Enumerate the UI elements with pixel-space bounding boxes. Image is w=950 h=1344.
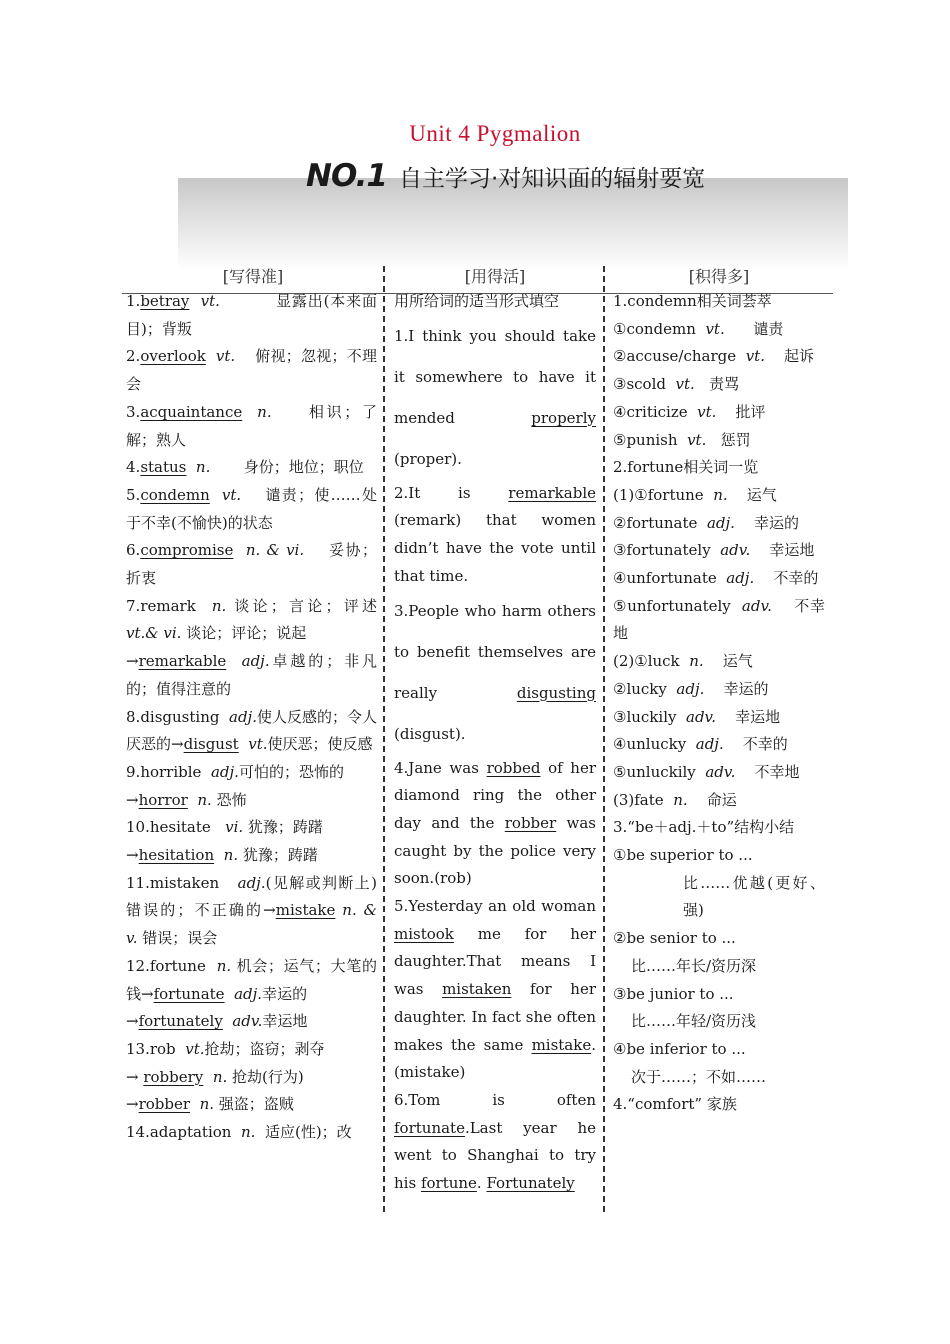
- list-item: (2)①luck n. 运气: [613, 652, 753, 671]
- list-item: ②lucky adj. 幸运的: [613, 679, 769, 698]
- write-column: [126, 288, 377, 1147]
- answer: remarkable: [508, 483, 596, 502]
- section-title: 自主学习·对知识面的辐射要宽: [398, 166, 706, 192]
- list-item: ④unfortunate adj. 不幸的: [613, 569, 819, 588]
- answer: fortunate: [394, 1118, 465, 1137]
- accumulate-column: [613, 288, 825, 1119]
- list-item: 10.hesitate vi. 犹豫；踌躇 →hesitation n. 犹豫；踌躇: [126, 818, 323, 865]
- list-item: 1.betray vt. 显露出(本来面目)；背叛: [126, 292, 377, 338]
- list-item: ⑤punish vt. 惩罚: [613, 430, 751, 449]
- list-item: (1)①fortune n. 运气: [613, 485, 777, 504]
- answer: disgusting: [516, 683, 596, 702]
- list-item: ③fortunately adv. 幸运地: [613, 541, 815, 560]
- column-divider: [383, 266, 385, 1212]
- list-item: 比……优越(更好、强): [683, 873, 825, 920]
- column-header-write: [写得准]: [222, 267, 284, 286]
- group-heading: 2.fortune相关词一览: [613, 458, 759, 477]
- list-item: ⑤unfortunately adv. 不幸地: [613, 596, 825, 643]
- list-item: (3)fate n. 命运: [613, 790, 737, 809]
- list-item: 8.disgusting adj.使人反感的；令人厌恶的→disgust vt.使厌恶；使反感: [126, 707, 377, 754]
- list-item: ①condemn vt. 谴责: [613, 319, 784, 338]
- list-item: ④be inferior to ...: [613, 1039, 746, 1058]
- answer: robbed: [486, 758, 541, 777]
- use-column: [394, 288, 596, 1198]
- exercise-sentence: 1.I think you should take it somewhere to have it mended properly (proper).: [394, 326, 596, 468]
- answer: robber: [504, 813, 557, 832]
- list-item: 2.overlook vt. 俯视；忽视；不理会: [126, 347, 377, 394]
- list-item: 5.condemn vt. 谴责；使……处于不幸(不愉快)的状态: [126, 485, 377, 532]
- list-item: 13.rob vt.抢劫；盗窃；剥夺 → robbery n. 抢劫(行为) →robber n. 强盗；盗贼: [126, 1039, 325, 1114]
- answer: mistaken: [442, 980, 512, 999]
- group-heading: 1.condemn相关词荟萃: [613, 292, 772, 310]
- list-item: 4.status n. 身份；地位；职位: [126, 458, 364, 477]
- unit-title: Unit 4 Pygmalion: [409, 121, 581, 146]
- list-item: ④unlucky adj. 不幸的: [613, 735, 788, 754]
- exercise-sentence: 4.Jane was robbed of her diamond ring the other day and the robber was caught by the police very soon.(rob): [394, 758, 597, 888]
- answer: mistake: [531, 1035, 592, 1054]
- list-item: 14.adaptation n. 适应(性)；改: [126, 1123, 352, 1142]
- list-item: 12.fortune n. 机会；运气；大笔的钱→fortunate adj.幸运的 →fortunately adv.幸运地: [126, 956, 377, 1031]
- list-item: ③scold vt. 责骂: [613, 375, 740, 394]
- list-item: 次于……；不如……: [631, 1067, 767, 1086]
- exercise-sentence: 3.People who harm others to benefit themselves are really disgusting (disgust).: [394, 601, 596, 743]
- list-item: 9.horrible adj.可怕的；恐怖的 →horror n. 恐怖: [126, 762, 344, 809]
- answer: properly: [531, 408, 596, 427]
- exercise-sentence: 2.It is remarkable (remark) that women didn’t have the vote until that time.: [394, 483, 596, 585]
- list-item: ①be superior to ...: [613, 846, 753, 865]
- list-item: 3.acquaintance n. 相识；了解；熟人: [126, 402, 377, 449]
- column-header-accumulate: [积得多]: [688, 267, 750, 286]
- list-item: ⑤unluckily adv. 不幸地: [613, 762, 800, 781]
- section-heading: [306, 158, 705, 194]
- instruction: 用所给词的适当形式填空: [394, 292, 560, 310]
- section-number: NO.1: [306, 158, 387, 194]
- answer: Fortunately: [486, 1174, 575, 1193]
- list-item: ②be senior to ...: [613, 929, 736, 948]
- list-item: ③be junior to ...: [613, 984, 734, 1003]
- answer: fortune: [420, 1174, 477, 1193]
- list-item: ③luckily adv. 幸运地: [613, 707, 781, 726]
- column-divider: [603, 266, 605, 1212]
- list-item: ②accuse/charge vt. 起诉: [613, 347, 815, 366]
- group-heading: 4.“comfort” 家族: [613, 1095, 737, 1114]
- exercise-sentence: 5.Yesterday an old woman mistook me for her daughter.That means I was mistaken for her daughter. In fact she often makes the same mistake.(mistake): [394, 897, 597, 1082]
- list-item: ④criticize vt. 批评: [613, 402, 766, 421]
- group-heading: 3.“be＋adj.＋to”结构小结: [613, 818, 795, 837]
- list-item: 7.remark n. 谈论；言论；评述 vt.& vi. 谈论；评论；说起 →remarkable adj.卓越的；非凡的；值得注意的: [126, 596, 377, 698]
- exercise-sentence: 6.Tom is often fortunate.Last year he went to Shanghai to try his fortune. Fortunately: [394, 1090, 596, 1193]
- answer: mistook: [394, 924, 454, 943]
- list-item: 比……年轻/资历浅: [631, 1012, 757, 1031]
- list-item: 比……年长/资历深: [631, 956, 757, 975]
- list-item: 6.compromise n. & vi. 妥协；折衷: [126, 541, 378, 588]
- column-header-use: [用得活]: [464, 267, 526, 286]
- list-item: 11.mistaken adj.(见解或判断上)错误的；不正确的→mistake n. & v. 错误；误会: [126, 873, 377, 948]
- list-item: ②fortunate adj. 幸运的: [613, 513, 800, 532]
